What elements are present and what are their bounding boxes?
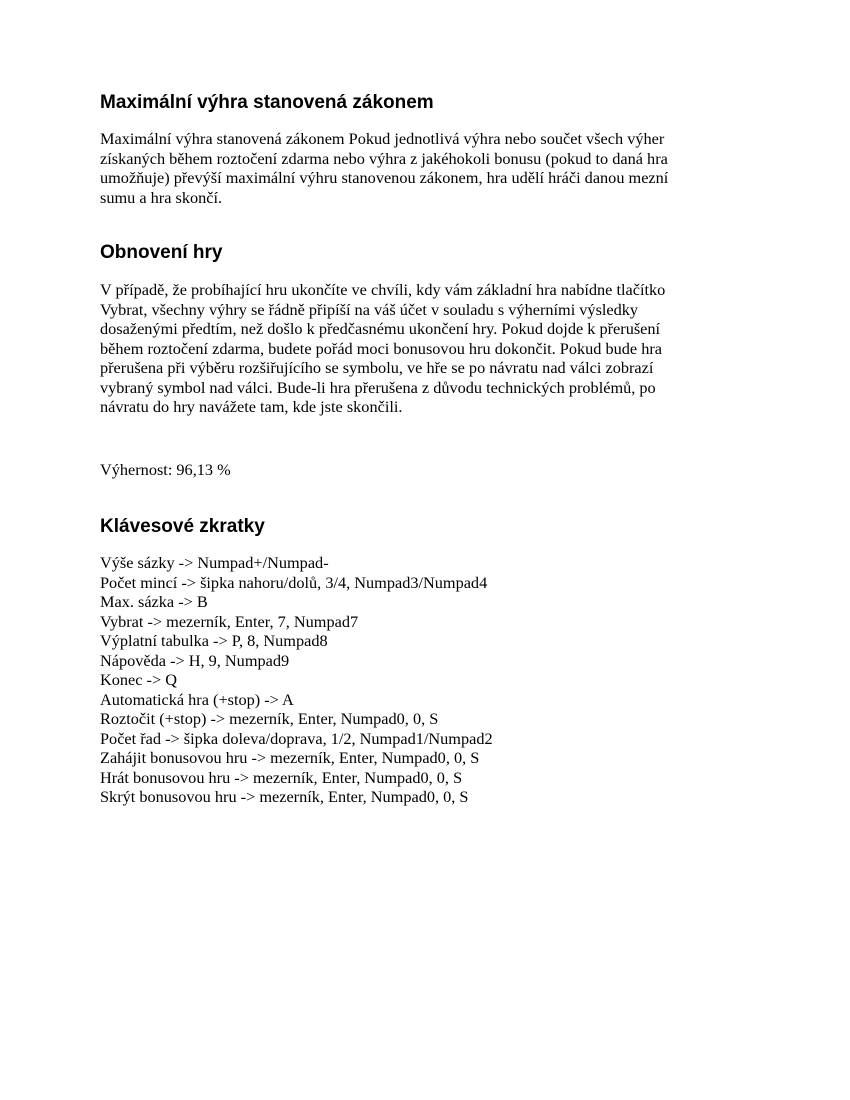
heading-shortcuts: Klávesové zkratky: [100, 516, 265, 537]
shortcut-item: Max. sázka -> B: [100, 592, 208, 611]
text-line: umožňuje) převýší maximální výhru stanovenou zákonem, hra udělí hráči danou mezní: [100, 168, 669, 187]
paragraph-max-win: [100, 129, 668, 207]
text-line: V případě, že probíhající hru ukončíte ve chvíli, kdy vám základní hra nabídne tlačítko: [100, 280, 666, 299]
shortcut-item: Konec -> Q: [100, 670, 177, 689]
shortcut-item: Výplatní tabulka -> P, 8, Numpad8: [100, 631, 328, 650]
text-line: vybraný symbol nad válci. Bude-li hra přerušena z důvodu technických problémů, po: [100, 377, 656, 397]
text-line: sumu a hra skončí.: [100, 187, 223, 207]
shortcut-item: Zahájit bonusovou hru -> mezerník, Enter, Numpad0, 0, S: [100, 748, 480, 767]
shortcut-item: Počet mincí -> šipka nahoru/dolů, 3/4, Numpad3/Numpad4: [100, 572, 488, 592]
text-line: získaných během roztočení zdarma nebo výhra z jakéhokoli bonusu (pokud to daná hra: [100, 148, 668, 168]
text-line: dosaženými předtím, než došlo k předčasnému ukončení hry. Pokud dojde k přerušení: [100, 319, 661, 338]
shortcut-item: Skrýt bonusovou hru -> mezerník, Enter, Numpad0, 0, S: [100, 787, 469, 806]
shortcut-item: Hrát bonusovou hru -> mezerník, Enter, Numpad0, 0, S: [100, 767, 463, 787]
rtp-text: [100, 460, 231, 480]
paragraph-game-restore: [100, 280, 665, 417]
text-line: Vybrat, všechny výhry se řádně připíší na váš účet v souladu s výherními výsledky: [100, 299, 639, 319]
shortcut-item: Výše sázky -> Numpad+/Numpad-: [100, 553, 329, 572]
shortcut-item: Vybrat -> mezerník, Enter, 7, Numpad7: [100, 611, 359, 631]
shortcut-item: Nápověda -> H, 9, Numpad9: [100, 650, 290, 670]
shortcut-item: Počet řad -> šipka doleva/doprava, 1/2, Numpad1/Numpad2: [100, 728, 493, 748]
heading-game-restore: Obnovení hry: [100, 242, 223, 263]
shortcuts-list: [100, 553, 493, 807]
heading-max-win: Maximální výhra stanovená zákonem: [100, 92, 434, 113]
text-line: během roztočení zdarma, budete pořád moci bonusovou hru dokončit. Pokud bude hra: [100, 338, 663, 358]
text-line: návratu do hry navážete tam, kde jste skončili.: [100, 397, 403, 416]
text-line: přerušena při výběru rozšiřujícího se symbolu, ve hře se po návratu nad válci zobrazí: [100, 358, 654, 377]
rtp-value: Výhernost: 96,13 %: [100, 460, 231, 479]
shortcut-item: Automatická hra (+stop) -> A: [100, 689, 294, 709]
shortcut-item: Roztočit (+stop) -> mezerník, Enter, Numpad0, 0, S: [100, 709, 439, 728]
text-line: Maximální výhra stanovená zákonem Pokud jednotlivá výhra nebo součet všech výher: [100, 129, 665, 148]
